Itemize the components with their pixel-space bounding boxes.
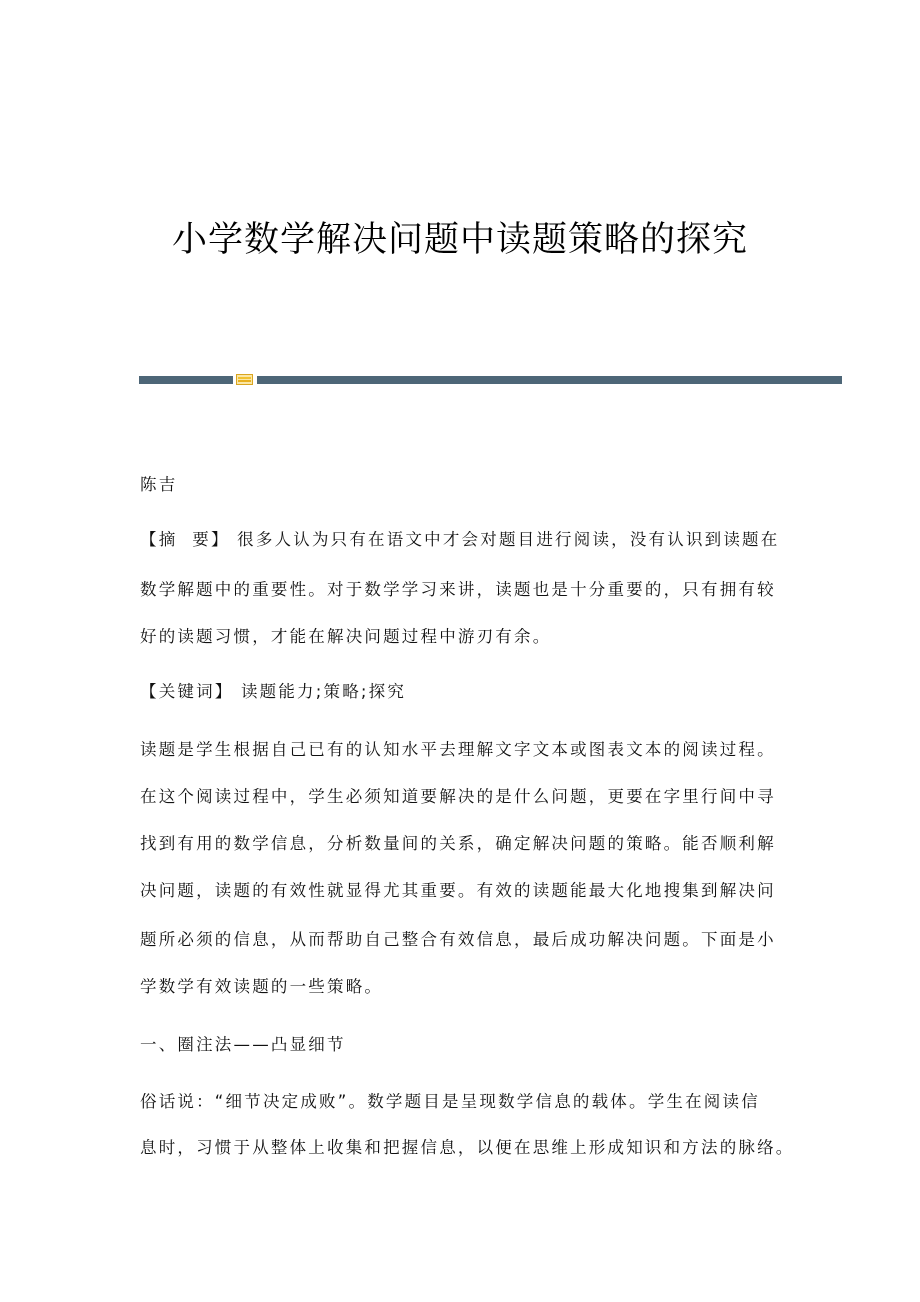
body-line-2: 在这个阅读过程中，学生必须知道要解决的是什么问题，更要在字里行间中寻 (140, 787, 776, 806)
abstract-text-1: 很多人认为只有在语文中才会对题目进行阅读，没有认识到读题在 (237, 530, 780, 549)
body-line-3: 找到有用的数学信息，分析数量间的关系，确定解决问题的策略。能否顺利解 (140, 834, 776, 853)
keywords-line (140, 680, 800, 704)
document-title: 小学数学解决问题中读题策略的探究 (171, 220, 748, 260)
section-line-2: 息时，习惯于从整体上收集和把握信息，以便在思维上形成知识和方法的脉络。 (140, 1138, 795, 1157)
section-heading: 一、圈注法——凸显细节 (140, 1035, 346, 1054)
title-divider (139, 374, 842, 386)
abstract-line-1 (140, 528, 800, 552)
body-line-5: 题所必须的信息，从而帮助自己整合有效信息，最后成功解决问题。下面是小 (140, 930, 776, 949)
body-line-1: 读题是学生根据自己已有的认知水平去理解文字文本或图表文本的阅读过程。 (140, 740, 776, 759)
section-line-1: 俗话说：“细节决定成败”。数学题目是呈现数学信息的载体。学生在阅读信 (140, 1092, 760, 1111)
author-name: 陈吉 (140, 475, 178, 494)
abstract-label: 【摘 要】 (140, 530, 230, 549)
body-line-6: 学数学有效读题的一些策略。 (140, 977, 384, 996)
divider-marker-icon (236, 374, 253, 385)
keywords-label: 【关键词】 (140, 682, 234, 701)
divider-bar-right (257, 376, 842, 384)
abstract-line-2: 数学解题中的重要性。对于数学学习来讲，读题也是十分重要的，只有拥有较 (140, 580, 776, 599)
abstract-line-3: 好的读题习惯，才能在解决问题过程中游刃有余。 (140, 627, 552, 646)
keywords-value: 读题能力;策略;探究 (240, 682, 407, 701)
divider-bar-left (139, 376, 233, 384)
body-line-4: 决问题，读题的有效性就显得尤其重要。有效的读题能最大化地搜集到解决问 (140, 881, 776, 900)
